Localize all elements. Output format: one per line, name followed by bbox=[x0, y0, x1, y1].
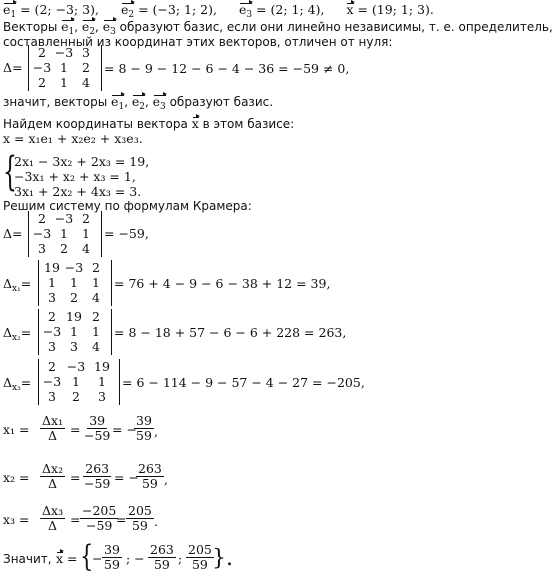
x3-tail: . bbox=[154, 514, 158, 529]
vector-x: x bbox=[346, 2, 354, 17]
x1-lhs: x₁ = bbox=[3, 422, 30, 437]
system-eq-2: −3x₁ + x₂ + x₃ = 1, bbox=[14, 169, 136, 184]
answer-prefix: Значит, bbox=[3, 552, 52, 566]
answer-close: }. bbox=[212, 546, 233, 571]
cramer-title: Решим систему по формулам Крамера: bbox=[3, 199, 252, 213]
x3-eq-1: = bbox=[70, 512, 81, 527]
x1-eq-1: = bbox=[70, 422, 81, 437]
delta-x3-label: $\Delta_{x_3}=$ bbox=[3, 375, 32, 393]
vector-e2: $e_2$ bbox=[120, 2, 135, 20]
delta-label: Δ= bbox=[3, 226, 23, 241]
delta-x3-matrix: 2 −3 19 −3 1 1 3 2 3 bbox=[38, 359, 120, 405]
x1-frac-3: $\frac{39}{59}$ bbox=[136, 413, 152, 443]
delta-x1-matrix: 19 −3 2 1 1 1 3 2 4 bbox=[38, 260, 112, 306]
find-title: Найдем координаты вектора x в этом базисе: bbox=[3, 116, 295, 131]
delta-matrix: 2 −3 2 −3 1 1 3 2 4 bbox=[28, 211, 102, 257]
x2-lhs: x₂ = bbox=[3, 470, 30, 485]
x2-eq-2: = − bbox=[114, 470, 139, 485]
vector-e1: $e_1$ bbox=[3, 2, 17, 20]
main-det-label: Δ= bbox=[3, 60, 23, 75]
delta-result: = −59, bbox=[104, 226, 149, 241]
x3-lhs: x₃ = bbox=[3, 512, 30, 527]
system-eq-1: 2x₁ − 3x₂ + 2x₃ = 19, bbox=[14, 154, 150, 169]
x2-tail: , bbox=[164, 472, 168, 487]
basis-text-line-2: составленный из координат этих векторов, отличен от нуля: bbox=[3, 35, 393, 49]
system-brace: { bbox=[3, 149, 17, 195]
answer-frac-2: $\frac{263}{59}$ bbox=[150, 542, 174, 572]
answer-sep-2: ; bbox=[178, 551, 183, 566]
decomposition-line: x = x₁e₁ + x₂e₂ + x₃e₃. bbox=[3, 131, 143, 146]
answer-frac-1: $\frac{39}{59}$ bbox=[104, 542, 120, 572]
vector-x-coords: = (19; 1; 3). bbox=[353, 2, 434, 17]
x2-frac-3: $\frac{263}{59}$ bbox=[138, 461, 162, 491]
delta-x1-label: $\Delta_{x_1}=$ bbox=[3, 276, 32, 294]
x2-frac-1: $\frac{\text{Δx₂}}{\Delta}$ bbox=[42, 461, 64, 491]
x3-eq-2: = bbox=[116, 512, 127, 527]
basis-text-line-1: Векторы $e_1$, $e_2$, $e_3$ образуют базис, если они линейно независимы, т. е. определитель, bbox=[3, 19, 553, 37]
answer-frac-3: $\frac{205}{59}$ bbox=[188, 542, 212, 572]
delta-x2-label: $\Delta_{x_2}=$ bbox=[3, 325, 32, 343]
delta-x1-result: = 76 + 4 − 9 − 6 − 38 + 12 = 39, bbox=[114, 276, 331, 291]
conclusion-line: значит, векторы $e_1$, $e_2$, $e_3$ образуют базис. bbox=[3, 94, 274, 112]
answer-minus-1: − bbox=[92, 551, 103, 566]
vectors-line bbox=[3, 2, 434, 20]
x1-eq-2: = − bbox=[112, 422, 137, 437]
x1-tail: , bbox=[154, 424, 158, 439]
x2-frac-2: $\frac{263}{-59}$ bbox=[84, 461, 111, 491]
vector-e1-coords: = (2; −3; 3), bbox=[16, 2, 99, 17]
answer-sep-1: ; − bbox=[126, 551, 145, 566]
x2-eq-1: = bbox=[70, 470, 81, 485]
delta-x2-matrix: 2 19 2 −3 1 1 3 3 4 bbox=[38, 309, 112, 355]
x1-frac-2: $\frac{39}{-59}$ bbox=[84, 413, 111, 443]
delta-x3-result: = 6 − 114 − 9 − 57 − 4 − 27 = −205, bbox=[122, 375, 365, 390]
x1-frac-1: $\frac{\text{Δx₁}}{\Delta}$ bbox=[42, 413, 64, 443]
delta-x2-result: = 8 − 18 + 57 − 6 − 6 + 228 = 263, bbox=[114, 325, 347, 340]
system-eq-3: 3x₁ + 2x₂ + 4x₃ = 3. bbox=[14, 184, 142, 199]
main-det-matrix: 2 −3 3 −3 1 2 2 1 4 bbox=[28, 45, 102, 91]
vector-e2-coords: = (−3; 1; 2), bbox=[134, 2, 217, 17]
vector-e3: $e_3$ bbox=[238, 2, 253, 20]
answer-x: x = bbox=[56, 551, 78, 566]
x3-frac-1: $\frac{\text{Δx₃}}{\Delta}$ bbox=[42, 503, 64, 533]
x3-frac-3: $\frac{205}{59}$ bbox=[128, 503, 152, 533]
x3-frac-2: $\frac{-205}{-59}$ bbox=[82, 503, 117, 533]
vector-e3-coords: = (2; 1; 4), bbox=[252, 2, 325, 17]
answer-open-brace: { bbox=[80, 539, 94, 574]
main-det-result: = 8 − 9 − 12 − 6 − 4 − 36 = −59 ≠ 0, bbox=[104, 61, 350, 76]
